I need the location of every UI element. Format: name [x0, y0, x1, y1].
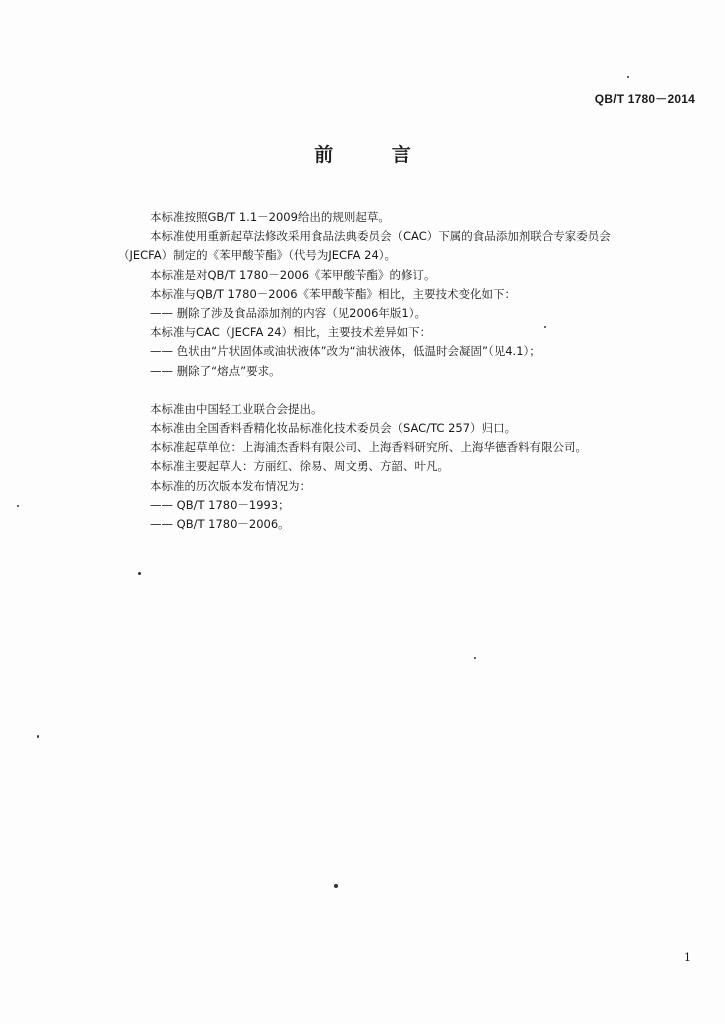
page-title: 前 言 [314, 144, 437, 166]
paragraph: （JECFA）制定的《苯甲酸苄酯》（代号为JECFA 24）。 [118, 248, 397, 263]
paragraph: 本标准是对QB/T 1780－2006《苯甲酸苄酯》的修订。 [150, 267, 436, 282]
paragraph: 本标准使用重新起草法修改采用食品法典委员会（CAC）下属的食品添加剂联合专家委员会 [150, 229, 611, 244]
list-item: —— 色状由“片状固体或油状液体”改为“油状液体，低温时会凝固”（见4.1）； [150, 344, 541, 359]
paragraph: 本标准按照GB/T 1.1－2009给出的规则起草。 [150, 210, 390, 224]
foreword-body [118, 208, 698, 534]
scan-speck [37, 735, 39, 738]
list-item: —— 删除了涉及食品添加剂的内容（见2006年版1）。 [150, 306, 426, 321]
scan-speck [627, 76, 629, 78]
paragraph: 本标准由中国轻工业联合会提出。 [150, 401, 323, 416]
scan-speck [138, 572, 141, 575]
paragraph: 本标准起草单位：上海浦杰香料有限公司、上海香料研究所、上海华德香料有限公司。 [150, 440, 587, 455]
paragraph-gap [128, 381, 698, 400]
paragraph: 本标准与QB/T 1780－2006《苯甲酸苄酯》相比，主要技术变化如下： [150, 286, 517, 301]
scan-speck [474, 657, 476, 659]
scan-speck [544, 326, 546, 328]
list-item: —— 删除了“熔点”要求。 [150, 363, 281, 378]
scan-speck [17, 505, 19, 507]
paragraph: 本标准由全国香料香精化妆品标准化技术委员会（SAC/TC 257）归口。 [150, 421, 517, 436]
scan-speck [334, 884, 338, 888]
page-number: 1 [684, 951, 691, 964]
paragraph: 本标准主要起草人：方丽红、徐易、周文勇、方韶、叶凡。 [150, 459, 449, 474]
paragraph: 本标准的历次版本发布情况为： [150, 478, 311, 493]
list-item: —— QB/T 1780－1993； [150, 497, 290, 512]
paragraph: 本标准与CAC（JECFA 24）相比，主要技术差异如下： [150, 325, 432, 340]
standard-code: QB/T 1780－2014 [594, 92, 695, 106]
list-item: —— QB/T 1780－2006。 [150, 517, 290, 532]
